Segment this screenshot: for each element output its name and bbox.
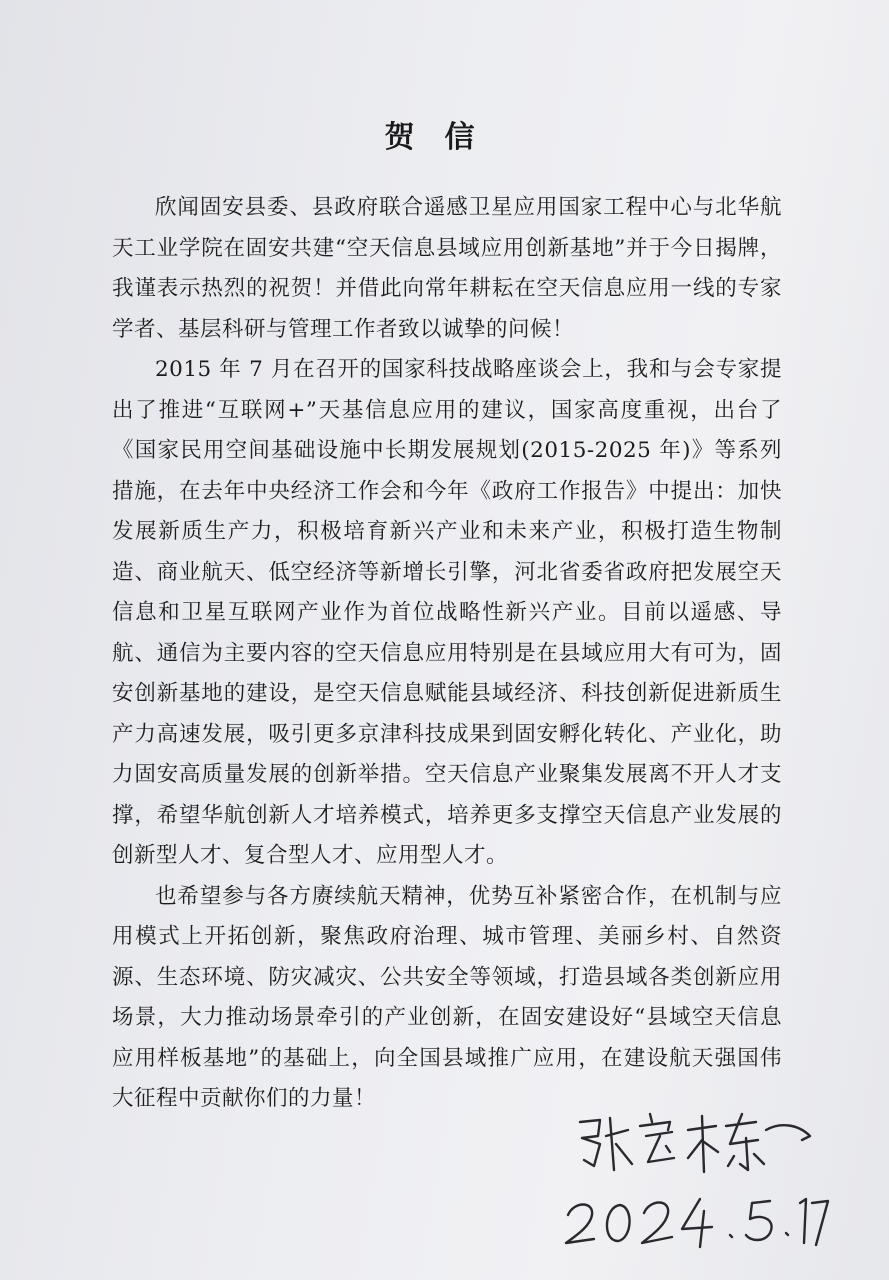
handwritten-date bbox=[560, 1185, 830, 1255]
letter-body bbox=[112, 188, 782, 1120]
letter-title: 贺信 bbox=[384, 120, 505, 155]
handwritten-signature bbox=[570, 1100, 820, 1180]
paragraph-2: 2015 年 7 月在召开的国家科技战略座谈会上，我和与会专家提出了推进“互联网+”天基信息应用的建议，国家高度重视，出台了《国家民用空间基础设施中长期发展规划(2015-2025 年)》等系列措施，在去年中央经济工作会和今年《政府工作报告》中提出：加快发展新质生产力，积极培育新兴产业和未来产业，积极打造生物制造、商业航天、低空经济等新增长引擎，河北省委省政府把发展空天信息和卫星互联网产业作为首位战略性新兴产业。目前以遥感、导航、通信为主要内容的空天信息应用特别是在县域应用大有可为，固安创新基地的建设，是空天信息赋能县域经济、科技创新促进新质生产力高速发展，吸引更多京津科技成果到固安孵化转化、产业化，助力固安高质量发展的创新举措。空天信息产业聚集发展离不开人才支撑，希望华航创新人才培养模式，培养更多支撑空天信息产业发展的创新型人才、复合型人才、应用型人才。 bbox=[112, 357, 782, 868]
paragraph-3: 也希望参与各方赓续航天精神，优势互补紧密合作，在机制与应用模式上开拓创新，聚焦政府治理、城市管理、美丽乡村、自然资源、生态环境、防灾减灾、公共安全等领域，打造县域各类创新应用场景，大力推动场景牵引的产业创新，在固安建设好“县域空天信息应用样板基地”的基础上，向全国县域推广应用，在建设航天强国伟大征程中贡献你们的力量！ bbox=[112, 883, 782, 1111]
paragraph-1: 欣闻固安县委、县政府联合遥感卫星应用国家工程中心与北华航天工业学院在固安共建“空天信息县域应用创新基地”并于今日揭牌，我谨表示热烈的祝贺！并借此向常年耕耘在空天信息应用一线的专家学者、基层科研与管理工作者致以诚挚的问候！ bbox=[112, 195, 782, 342]
